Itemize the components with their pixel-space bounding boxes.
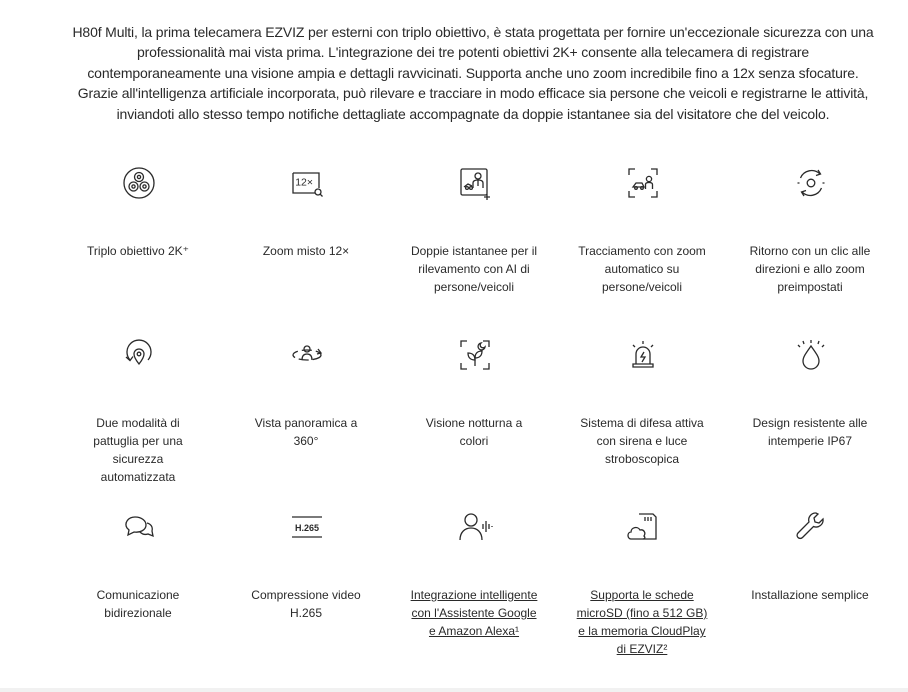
two-way-talk-icon — [122, 510, 156, 544]
feature-label-line: Compressione video — [251, 588, 361, 602]
feature-h265 — [222, 506, 390, 676]
dual-snapshot-icon — [458, 166, 492, 200]
intro-line: H80f Multi, la prima telecamera EZVIZ per esterni con triplo obiettivo, è stata progettata per fornire un'eccezionale sicurezza con una — [72, 24, 874, 40]
feature-label-line: Comunicazione — [96, 588, 180, 602]
feature-label-line: Design resistente alle — [752, 416, 868, 430]
color-night-vision-icon — [458, 338, 492, 372]
feature-label-line: persone/veicoli — [601, 280, 683, 294]
feature-label-line: colori — [459, 434, 489, 448]
feature-label — [558, 414, 726, 468]
feature-triple-lens — [54, 162, 222, 334]
feature-one-click-return — [726, 162, 894, 334]
bottom-divider — [0, 688, 908, 692]
feature-tracking — [558, 162, 726, 334]
feature-label-line: intemperie IP67 — [767, 434, 853, 448]
intro-line: inviandoti allo stesso tempo notifiche dettagliate accompagnate da doppie istantanee sia del visitatore che del veicolo. — [116, 105, 830, 122]
feature-label — [54, 586, 222, 622]
zoom-12x-icon — [290, 166, 324, 200]
sd-cloud-icon — [626, 510, 660, 544]
feature-label — [390, 242, 558, 296]
one-click-return-icon — [794, 166, 828, 200]
feature-label-line: automatizzata — [100, 470, 176, 484]
feature-label-line: microSD (fino a 512 GB) — [576, 606, 708, 620]
feature-label-line: sicurezza — [112, 452, 164, 466]
feature-label — [558, 242, 726, 296]
feature-label-line: Zoom misto 12× — [262, 244, 350, 258]
feature-label-line: automatico su — [604, 262, 680, 276]
feature-ip67 — [726, 334, 894, 506]
feature-label — [54, 414, 222, 486]
tracking-icon — [626, 166, 660, 200]
intro-line: professionalità mai vista prima. L'integrazione dei tre potenti obiettivi 2K+ consente alla telecamera di registrare — [136, 44, 810, 61]
wrench-icon — [794, 510, 828, 544]
feature-label-line: Installazione semplice — [751, 588, 869, 602]
feature-label-line: H.265 — [289, 606, 323, 620]
ip67-drop-icon — [794, 338, 828, 372]
feature-label-line: stroboscopica — [604, 452, 680, 466]
feature-label-line: di EZVIZ² — [616, 642, 668, 656]
sd-cloud-link[interactable] — [558, 586, 726, 658]
panoramic-360-icon — [290, 338, 324, 372]
feature-row — [54, 506, 894, 676]
feature-two-way-talk — [54, 506, 222, 676]
feature-label-line: e la memoria CloudPlay — [578, 624, 706, 638]
feature-color-night-vision — [390, 334, 558, 506]
patrol-icon — [122, 338, 156, 372]
feature-label — [222, 414, 390, 450]
feature-label-line: con l'Assistente Google — [411, 606, 537, 620]
feature-row — [54, 334, 894, 506]
feature-label — [726, 586, 894, 604]
feature-label-line: persone/veicoli — [433, 280, 515, 294]
feature-label-line: con sirena e luce — [596, 434, 688, 448]
feature-row — [54, 162, 894, 334]
feature-label-line: Tracciamento con zoom — [578, 244, 706, 258]
feature-label-line: 360° — [293, 434, 319, 448]
h265-icon — [290, 510, 324, 544]
feature-label-line: Vista panoramica a — [254, 416, 358, 430]
svg-text:H.265: H.265 — [294, 523, 320, 533]
triple-lens-icon — [122, 166, 156, 200]
feature-label-line: Integrazione intelligente — [410, 588, 538, 602]
feature-label — [390, 414, 558, 450]
feature-label — [726, 242, 894, 296]
feature-label-line: direzioni e allo zoom — [755, 262, 865, 276]
feature-panoramic — [222, 334, 390, 506]
feature-label — [54, 242, 222, 260]
feature-label-line: rilevamento con AI di — [418, 262, 530, 276]
feature-label-line: preimpostati — [777, 280, 843, 294]
feature-label — [222, 242, 390, 260]
voice-assistant-link[interactable] — [390, 586, 558, 640]
feature-dual-snapshot — [390, 162, 558, 334]
feature-label-line: Supporta le schede — [590, 588, 694, 602]
feature-label-line: Sistema di difesa attiva — [580, 416, 704, 430]
feature-label-line: Visione notturna a — [425, 416, 523, 430]
siren-strobe-icon — [626, 338, 660, 372]
feature-zoom — [222, 162, 390, 334]
feature-label-line: Ritorno con un clic alle — [749, 244, 871, 258]
feature-label-line: Due modalità di — [96, 416, 180, 430]
feature-easy-install — [726, 506, 894, 676]
intro-paragraph — [60, 22, 886, 124]
intro-line: Grazie all'intelligenza artificiale incorporata, può rilevare e tracciare in modo efficace sia persone che veicoli e registrarne le attività, — [77, 85, 869, 102]
feature-label-line: bidirezionale — [104, 606, 172, 620]
feature-voice-assistant — [390, 506, 558, 676]
intro-line: contemporaneamente una visione ampia e dettagli ravvicinati. Supporta anche uno zoom incredibile fino a 12x senza sfocature. — [87, 64, 859, 81]
feature-label-line: Triplo obiettivo 2K⁺ — [87, 244, 189, 258]
feature-label-line: pattuglia per una — [93, 434, 183, 448]
feature-label-line: Doppie istantanee per il — [410, 244, 538, 258]
feature-sd-cloud — [558, 506, 726, 676]
feature-label — [222, 586, 390, 622]
feature-siren — [558, 334, 726, 506]
voice-assistant-icon — [458, 510, 492, 544]
feature-label — [726, 414, 894, 450]
feature-grid — [54, 162, 894, 676]
feature-label-line: e Amazon Alexa¹ — [428, 624, 520, 638]
svg-text:12×: 12× — [295, 176, 314, 189]
feature-patrol — [54, 334, 222, 506]
